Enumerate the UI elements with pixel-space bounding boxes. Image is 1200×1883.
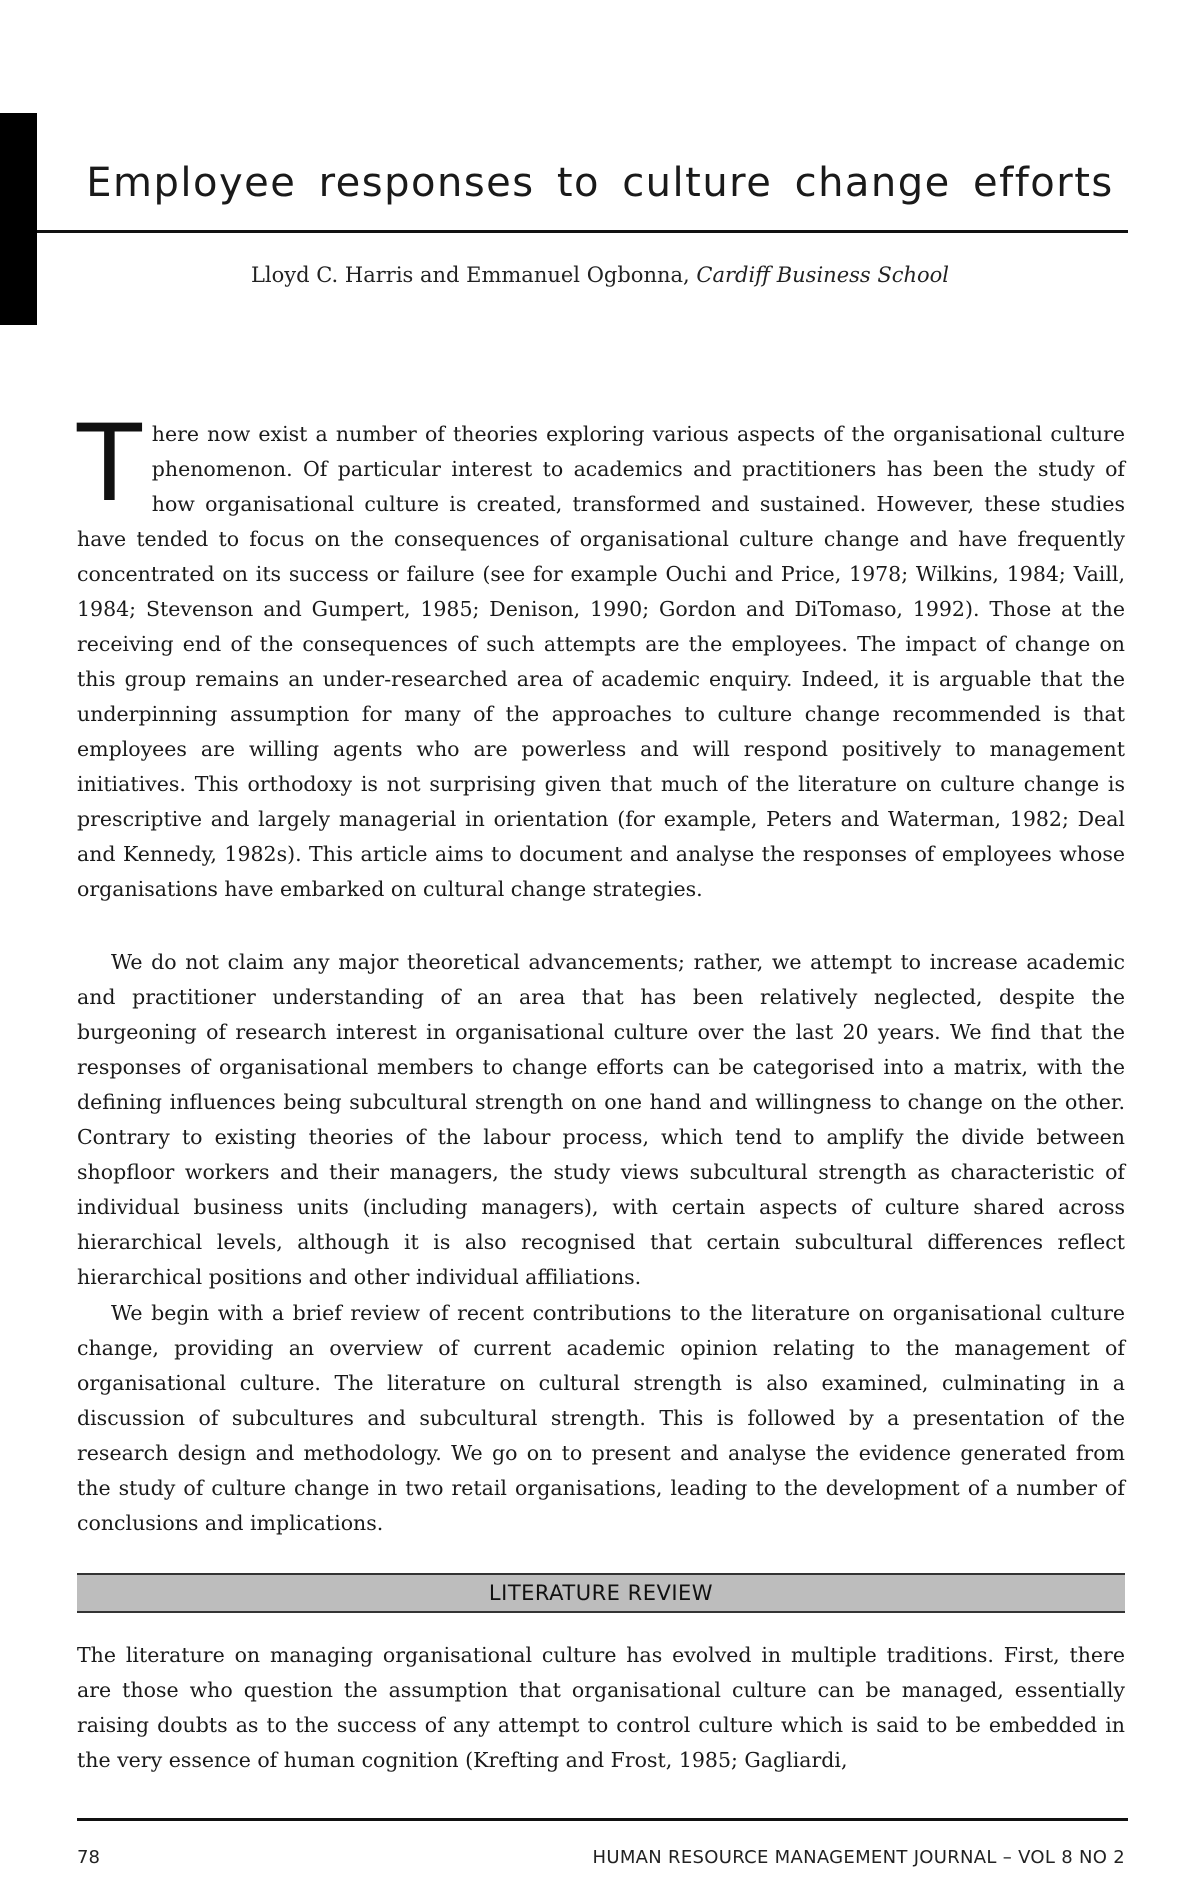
- intro-paragraph-2: We do not claim any major theoretical advancements; rather, we attempt to increase academic and practitioner understanding of an area that has been relatively neglected, despite the burgeoning of research interest in organisational culture over the last 20 years. We find that the responses of organisational members to change efforts can be categorised into a matrix, with the defining influences being subcultural strength on one hand and willingness to change on the other. Contrary to existing theories of the labour process, which tend to amplify the divide between shopfloor workers and their managers, the study views subcultural strength as characteristic of individual business units (including managers), with certain aspects of culture shared across hierarchical levels, although it is also recognised that certain subcultural differences reflect hierarchical positions and other individual affiliations.: [77, 950, 1125, 1289]
- intro-paragraph-3: We begin with a brief review of recent contributions to the literature on organisational culture change, providing an overview of current academic opinion relating to the management of organisational culture. The literature on cultural strength is also examined, culminating in a discussion of subcultures and subcultural strength. This is followed by a presentation of the research design and methodology. We go on to present and analyse the evidence generated from the study of culture change in two retail organisations, leading to the development of a number of conclusions and implications.: [77, 1301, 1125, 1535]
- literature-review-paragraph: The literature on managing organisational culture has evolved in multiple traditions. First, there are those who question the assumption that organisational culture can be managed, essentially raising doubts as to the success of any attempt to control culture which is said to be embedded in the very essence of human cognition (Krefting and Frost, 1985; Gagliardi,: [77, 1643, 1125, 1772]
- article-title: Employee responses to culture change efforts: [86, 160, 1114, 206]
- title-rule: [37, 230, 1128, 233]
- paragraph-text: here now exist a number of theories exploring various aspects of the organisational culture phenomenon. Of particular interest to academics and practitioners has been the study of how organisational culture is created, transformed and sustained. However, these studies have tended to focus on the consequences of organisational culture change and have frequently concentrated on its success or failure (see for example Ouchi and Price, 1978; Wilkins, 1984; Vaill, 1984; Stevenson and Gumpert, 1985; Denison, 1990; Gordon and DiTomaso, 1992). Those at the receiving end of the consequences of such attempts are the employees. The impact of change on this group remains an under-researched area of academic enquiry. Indeed, it is arguable that the underpinning assumption for many of the approaches to culture change recommended is that employees are willing agents who are powerless and will respond positively to management initiatives. This orthodoxy is not surprising given that much of the literature on culture change is prescriptive and largely managerial in orientation (for example, Peters and Waterman, 1982; Deal and Kennedy, 1982s). This article aims to document and analyse the responses of employees whose organisations have embarked on cultural change strategies.: [77, 422, 1125, 901]
- section-heading-literature-review: LITERATURE REVIEW: [77, 1573, 1125, 1613]
- left-edge-tab: [0, 113, 37, 325]
- authors: Lloyd C. Harris and Emmanuel Ogbonna,: [250, 263, 697, 287]
- page-number: 78: [77, 1847, 100, 1868]
- author-line: [75, 263, 1125, 287]
- intro-paragraph-1: [77, 402, 1125, 907]
- footer-rule: [77, 1818, 1128, 1821]
- affiliation: Cardiff Business School: [696, 263, 950, 287]
- drop-cap: T: [77, 402, 142, 525]
- journal-name: HUMAN RESOURCE MANAGEMENT JOURNAL – VOL 8 NO 2: [592, 1847, 1125, 1868]
